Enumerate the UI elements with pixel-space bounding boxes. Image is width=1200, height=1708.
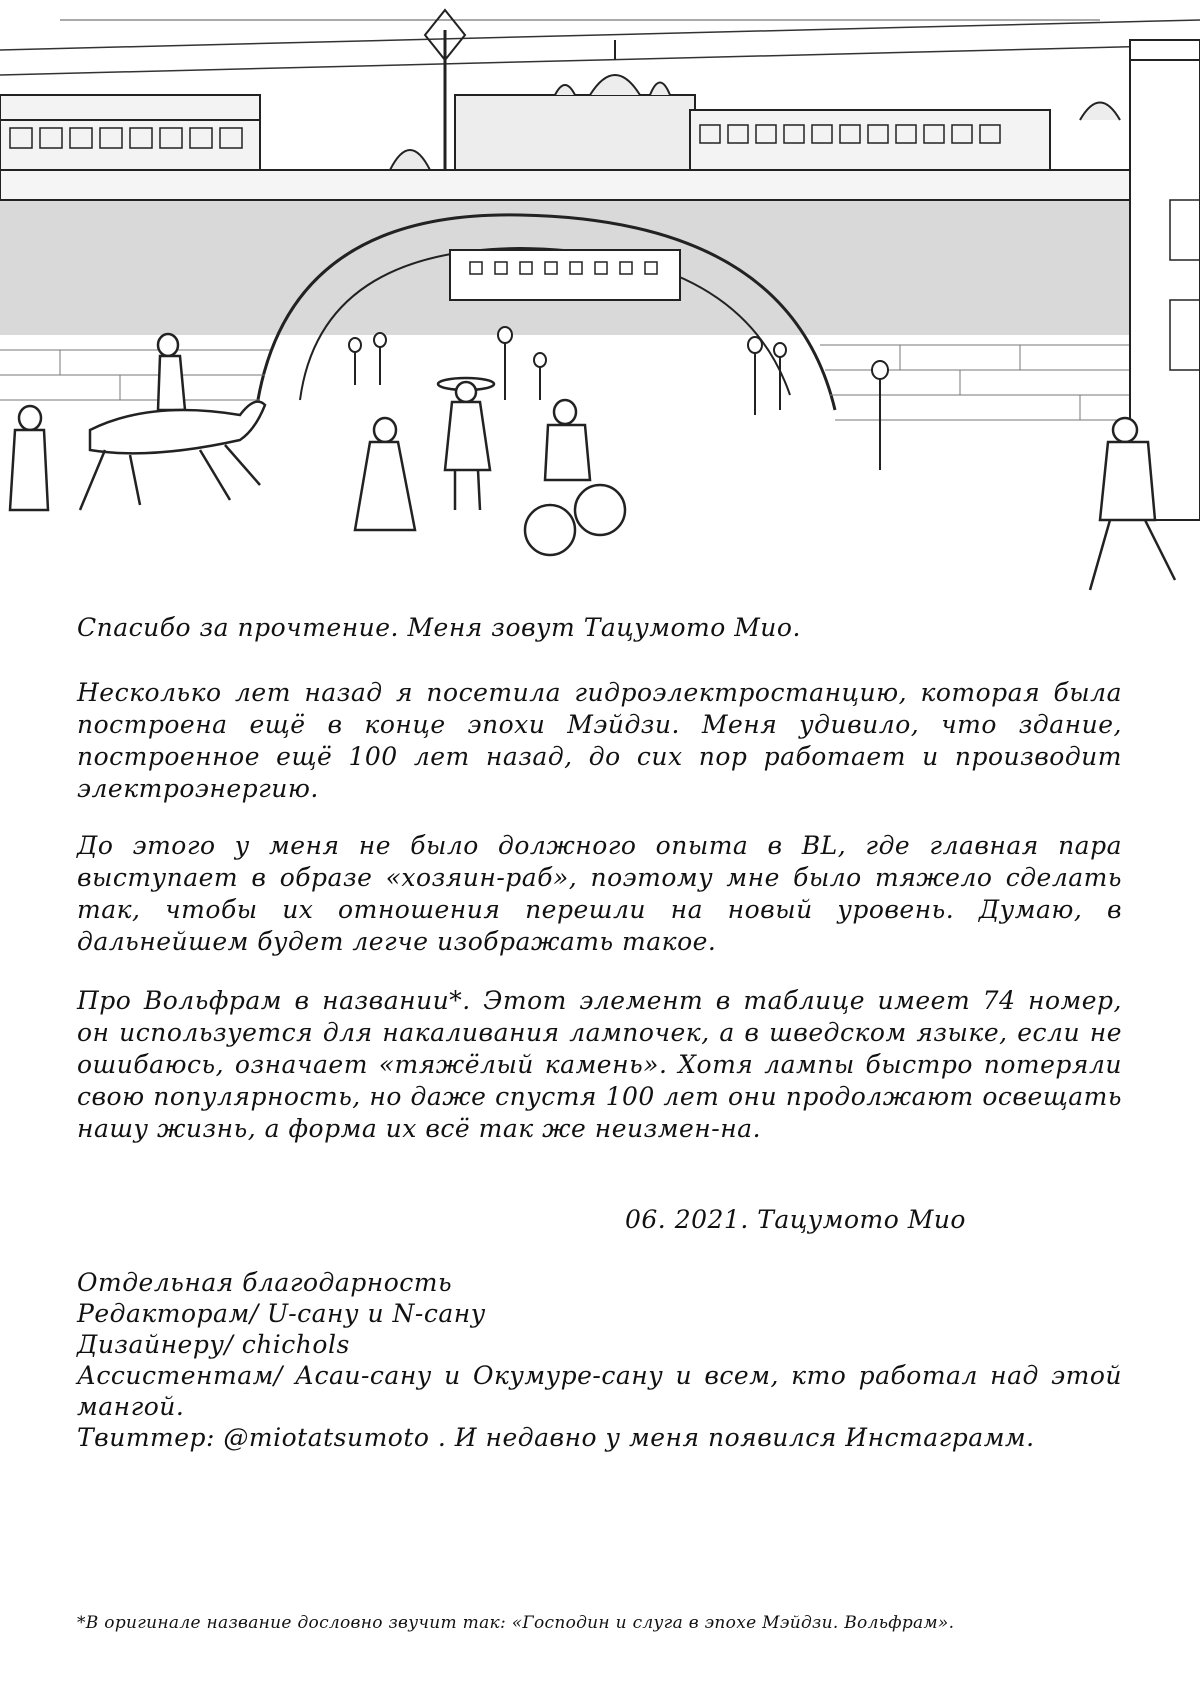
acknowledgements-designer: Дизайнеру/ chichols <box>77 1330 350 1359</box>
paragraph-3 <box>77 985 1122 1145</box>
acknowledgements-assistants: Ассистентам/ Асаи-сану и Окумуре-сану и всем, кто работал над этой мангой. <box>77 1361 1122 1421</box>
paragraph-text: Про Вольфрам в названии*. Этот элемент в таблице имеет 74 номер, он используется для накаливания лампочек, а в шведском языке, если не ошибаюсь, означает «тяжёлый камень». Хотя лампы быстро потеряли свою популярность, но даже спустя 100 лет они продолжают освещать нашу жизнь, а форма их всё так же неизмен-на. <box>77 986 1122 1143</box>
paragraph-2 <box>77 830 1122 958</box>
acknowledgements-block <box>77 1267 1122 1453</box>
acknowledgements-heading: Отдельная благодарность <box>77 1268 453 1297</box>
paragraph-text: Несколько лет назад я посетила гидроэлектростанцию, которая была построена ещё в конце эпохи Мэйдзи. Меня удивило, что здание, построенное ещё 100 лет назад, до сих пор работает и производит электроэнергию. <box>77 678 1122 803</box>
header-illustration <box>0 0 1200 600</box>
acknowledgements-editors: Редакторам/ U-сану и N-сану <box>77 1299 486 1328</box>
paragraph-text: До этого у меня не было должного опыта в BL, где главная пара выступает в образе «хозяин-раб», поэтому мне было тяжело сделать так, чтобы их отношения перешли на новый уровень. Думаю, в дальнейшем будет легче изображать такое. <box>77 831 1122 956</box>
greeting-text <box>77 612 1122 644</box>
acknowledgements-social: Твиттер: @miotatsumoto . И недавно у меня появился Инстаграмм. <box>77 1423 1035 1452</box>
greeting-line: Спасибо за прочтение. Меня зовут Тацумото Мио. <box>77 613 801 642</box>
paragraph-1 <box>77 677 1122 805</box>
signature-line: 06. 2021. Тацумото Мио <box>625 1205 966 1234</box>
footnote: *В оригинале название дословно звучит так: «Господин и слуга в эпохе Мэйдзи. Вольфрам». <box>77 1613 955 1633</box>
